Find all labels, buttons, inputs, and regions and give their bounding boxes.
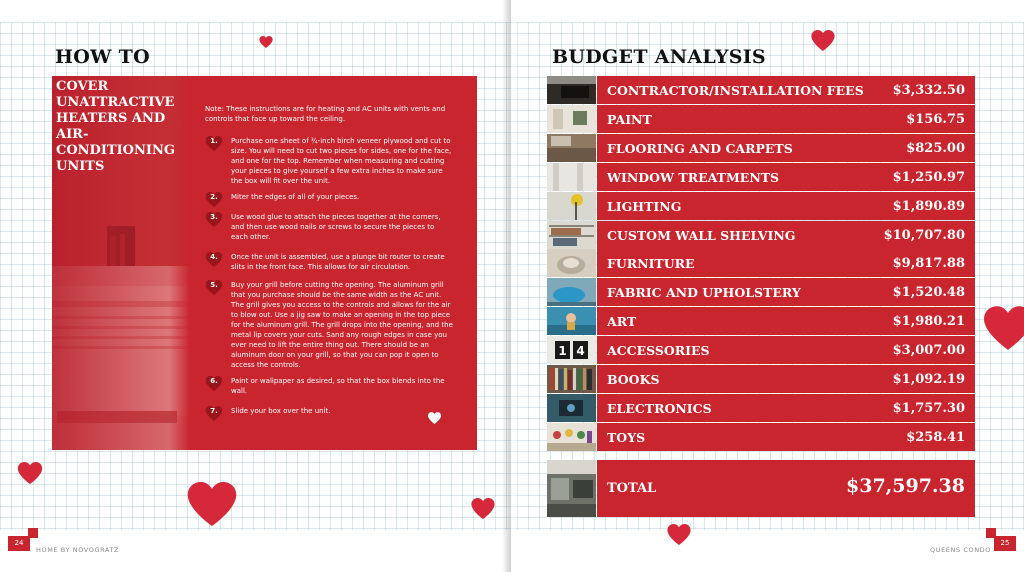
step-number: 1. xyxy=(210,137,218,145)
budget-bar xyxy=(597,163,975,191)
budget-bar xyxy=(597,134,975,162)
budget-category: ART xyxy=(607,314,637,330)
budget-amount: $825.00 xyxy=(906,140,965,156)
step-text: Purchase one sheet of ¾-inch birch veneer plywood and cut to size. You will need to cut two pieces for sides, one for the face, and one for the top. Remember when measuring and cutting your pieces to give yourself a few extra inches to make sure the box will fit over the unit. xyxy=(231,137,452,185)
budget-bar xyxy=(597,192,975,220)
budget-category: BOOKS xyxy=(607,372,660,387)
category-thumbnail xyxy=(547,365,596,393)
budget-category: PAINT xyxy=(607,111,652,127)
category-thumbnail xyxy=(547,336,596,364)
step-heart-icon xyxy=(205,406,223,421)
category-thumbnail xyxy=(547,249,596,277)
budget-bar xyxy=(597,105,975,133)
budget-category: FURNITURE xyxy=(607,256,695,272)
budget-category: CUSTOM WALL SHELVING xyxy=(607,227,796,243)
budget-bar xyxy=(597,249,975,277)
category-thumbnail xyxy=(547,221,596,249)
heart-icon xyxy=(184,482,240,526)
instructions-note: Note: These instructions are for heating and AC units with vents and controls that face up toward the ceiling. xyxy=(205,105,446,123)
heart-icon xyxy=(17,462,43,484)
category-thumbnail xyxy=(547,105,596,133)
step-text: Once the unit is assembled, use a plunge bit router to create slits in the front face. This allows for air circulation. xyxy=(231,253,445,271)
budget-amount: $1,250.97 xyxy=(892,169,965,185)
budget-row xyxy=(547,134,975,162)
step-number: 3. xyxy=(210,213,218,221)
budget-row xyxy=(547,423,975,451)
total-bar xyxy=(597,460,975,517)
budget-row xyxy=(547,336,975,364)
step-number: 2. xyxy=(210,193,218,201)
step-heart-icon xyxy=(205,252,223,267)
step-heart-icon xyxy=(205,280,223,295)
left-footer-title: HOME BY NOVOGRATZ xyxy=(36,546,120,554)
budget-amount: $1,520.48 xyxy=(892,285,965,301)
budget-row xyxy=(547,192,975,220)
total-room-thumbnail xyxy=(547,460,596,517)
step-heart-icon xyxy=(205,212,223,227)
budget-category: CONTRACTOR/INSTALLATION FEES xyxy=(607,83,864,98)
budget-bar xyxy=(597,307,975,335)
left-page-heading: HOW TO xyxy=(55,46,150,68)
budget-category: WINDOW TREATMENTS xyxy=(607,169,780,185)
budget-row xyxy=(547,365,975,393)
budget-category: LIGHTING xyxy=(607,198,682,214)
budget-bar xyxy=(597,336,975,364)
budget-row xyxy=(547,105,975,133)
heart-icon xyxy=(984,306,1024,350)
budget-category: ELECTRONICS xyxy=(607,400,712,416)
budget-amount: $3,007.00 xyxy=(892,343,965,359)
step-heart-icon xyxy=(205,192,223,207)
budget-amount: $10,707.80 xyxy=(883,227,965,243)
category-thumbnail xyxy=(547,76,596,104)
budget-category: FABRIC AND UPHOLSTERY xyxy=(607,285,801,301)
heart-icon xyxy=(259,36,273,48)
right-page-heading: BUDGET ANALYSIS xyxy=(552,46,766,68)
budget-amount: $258.41 xyxy=(906,429,965,445)
category-thumbnail xyxy=(547,192,596,220)
category-thumbnail xyxy=(547,307,596,335)
budget-category: TOYS xyxy=(607,429,646,445)
budget-amount: $1,980.21 xyxy=(892,314,965,330)
step-text: Buy your grill before cutting the opening. The aluminum grill that you purchase should be the same width as the AC unit. The grill gives you access to the controls and allows for the air to blow out. Use a jig saw to make an opening in the top piece for the aluminum grill. The grill drops into the opening, and the metal lip covers your cuts. Sand any rough edges in case you ever need to lift the entire thing out. There should be an aluminum door on your grill, so that you can pop it open to access the controls. xyxy=(231,281,453,369)
category-thumbnail xyxy=(547,423,596,451)
budget-row xyxy=(547,76,975,104)
heart-icon xyxy=(428,412,441,424)
budget-amount: $3,332.50 xyxy=(892,83,965,98)
step-number: 4. xyxy=(210,253,218,261)
project-title: COVER UNATTRACTIVE HEATERS AND AIR-CONDITIONING UNITS xyxy=(56,79,175,174)
step-number: 6. xyxy=(210,377,218,385)
step-text: Use wood glue to attach the pieces together at the corners, and then use wood nails or screws to secure the pieces to each other. xyxy=(231,213,441,241)
budget-row xyxy=(547,163,975,191)
right-footer-title: QUEENS CONDO xyxy=(930,546,991,554)
category-thumbnail xyxy=(547,394,596,422)
budget-row xyxy=(547,221,975,249)
total-label: TOTAL xyxy=(607,481,657,496)
total-row xyxy=(547,460,975,517)
budget-amount: $1,757.30 xyxy=(892,400,965,416)
heart-icon xyxy=(810,30,836,51)
budget-row xyxy=(547,394,975,422)
step-text: Miter the edges of all of your pieces. xyxy=(231,193,360,201)
budget-amount: $1,092.19 xyxy=(892,372,965,387)
category-thumbnail xyxy=(547,278,596,306)
budget-category: ACCESSORIES xyxy=(607,343,710,359)
step-heart-icon xyxy=(205,136,223,151)
budget-bar xyxy=(597,394,975,422)
step-number: 5. xyxy=(210,281,218,289)
budget-bar xyxy=(597,278,975,306)
category-thumbnail xyxy=(547,163,596,191)
budget-bar xyxy=(597,76,975,104)
budget-bar xyxy=(597,221,975,249)
clock-digit-ones: 4 xyxy=(576,344,585,359)
budget-category: FLOORING AND CARPETS xyxy=(607,140,793,156)
step-number: 7. xyxy=(210,407,218,415)
total-amount: $37,597.38 xyxy=(846,475,965,497)
step-text: Paint or wallpaper as desired, so that the box blends into the wall. xyxy=(231,377,445,395)
right-page-number: 25 xyxy=(994,536,1016,551)
budget-amount: $156.75 xyxy=(906,111,965,127)
heart-icon xyxy=(666,524,692,545)
budget-bar xyxy=(597,423,975,451)
budget-amount: $1,890.89 xyxy=(892,198,965,214)
budget-bar xyxy=(597,365,975,393)
step-text: Slide your box over the unit. xyxy=(231,407,331,415)
book-gutter xyxy=(502,0,520,572)
heart-icon xyxy=(470,498,496,519)
budget-row xyxy=(547,249,975,277)
budget-amount: $9,817.88 xyxy=(892,256,965,272)
clock-digit-tens: 1 xyxy=(558,344,567,359)
budget-row xyxy=(547,307,975,335)
left-page-number: 24 xyxy=(8,536,30,551)
how-to-panel xyxy=(52,76,477,450)
budget-row xyxy=(547,278,975,306)
category-thumbnail xyxy=(547,134,596,162)
step-heart-icon xyxy=(205,376,223,391)
